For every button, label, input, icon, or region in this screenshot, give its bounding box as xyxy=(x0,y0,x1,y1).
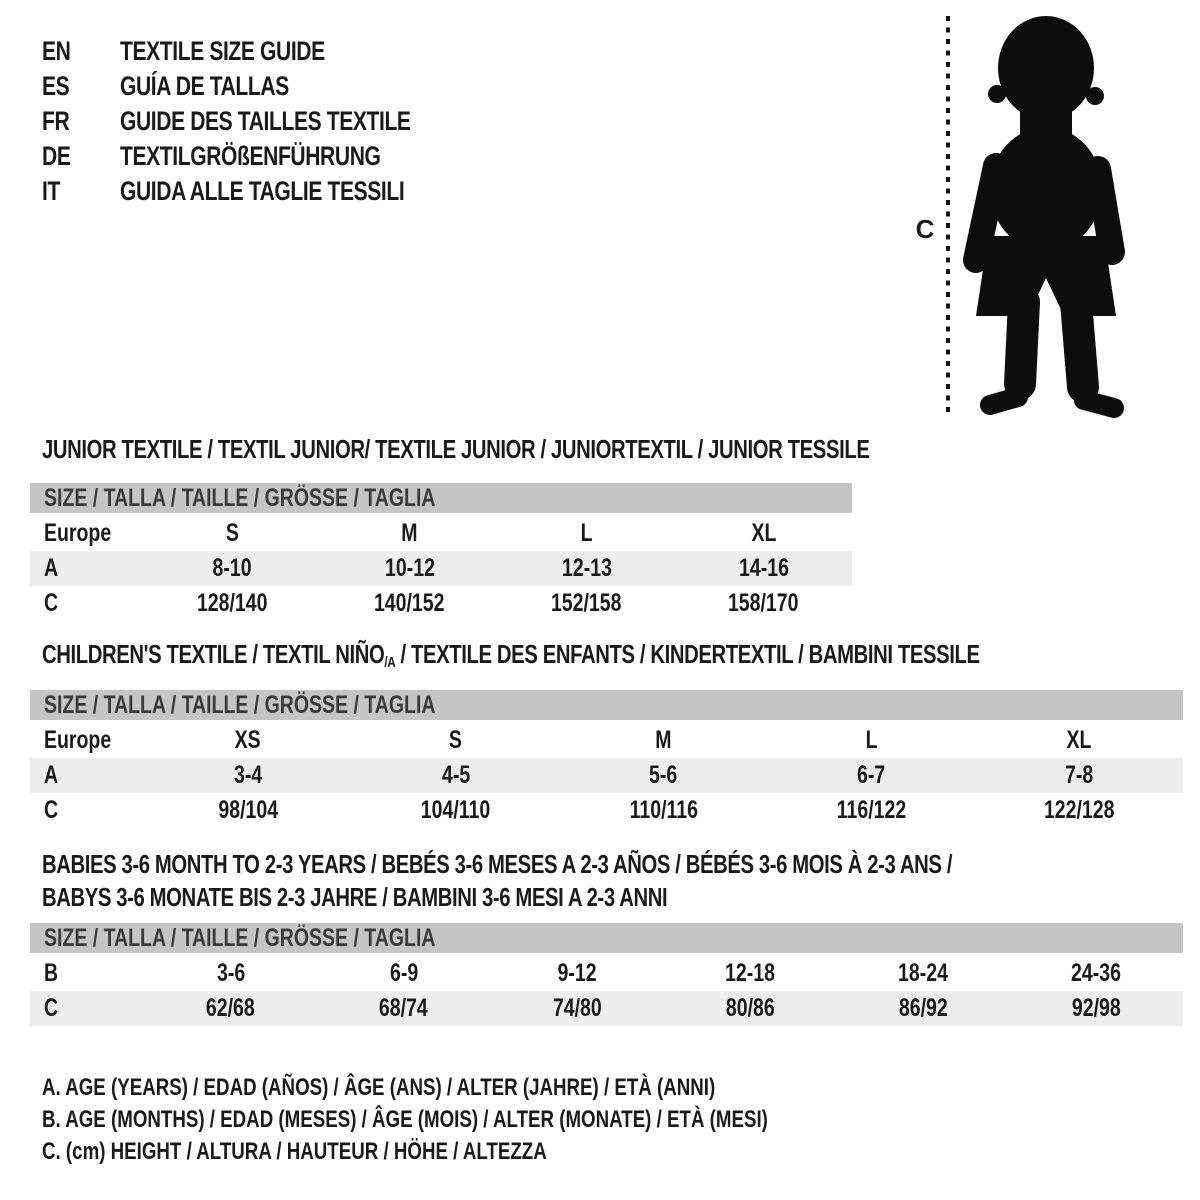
months-value: 24-36 xyxy=(1071,959,1122,987)
row-label: B xyxy=(44,959,59,987)
babies-section-title-line1: BABIES 3-6 MONTH TO 2-3 YEARS / BEBÉS 3-6 MESES A 2-3 AÑOS / BÉBÉS 3-6 MOIS À 2-3 ANS / xyxy=(42,849,953,879)
lang-code: DE xyxy=(42,141,71,171)
height-value: 62/68 xyxy=(206,994,255,1022)
lang-code: EN xyxy=(42,36,71,66)
guide-title-de: TEXTILGRÖßENFÜHRUNG xyxy=(120,141,381,171)
size-header-label: SIZE / TALLA / TAILLE / GRÖSSE / TAGLIA xyxy=(44,690,436,719)
table-row-europe xyxy=(30,723,1183,758)
lang-code: ES xyxy=(42,71,70,101)
age-value: 4-5 xyxy=(441,761,470,789)
size-value: S xyxy=(225,519,240,547)
size-value: L xyxy=(580,519,593,547)
lang-row-de xyxy=(42,139,493,174)
months-value: 18-24 xyxy=(898,959,949,987)
height-measure-dashed-line xyxy=(944,14,952,418)
children-size-table xyxy=(30,690,1183,828)
height-value: 74/80 xyxy=(552,994,602,1022)
size-value: XL xyxy=(751,519,776,547)
lang-row-en xyxy=(42,34,493,69)
table-row-europe xyxy=(30,516,852,551)
height-value: 128/140 xyxy=(197,589,268,617)
age-value: 10-12 xyxy=(384,554,435,582)
months-value: 6-9 xyxy=(389,959,418,987)
table-row-months xyxy=(30,956,1183,991)
lang-row-it xyxy=(42,174,493,209)
height-value: 152/158 xyxy=(551,589,622,617)
height-value: 122/128 xyxy=(1043,796,1115,824)
age-value: 5-6 xyxy=(649,761,678,789)
footnote-age-months: B. AGE (MONTHS) / EDAD (MESES) / ÂGE (MOIS) / ALTER (MONATE) / ETÀ (MESI) xyxy=(42,1106,768,1133)
table-row-height xyxy=(30,793,1183,828)
size-value: XL xyxy=(1066,726,1092,754)
size-value: XS xyxy=(234,726,261,754)
age-value: 3-4 xyxy=(233,761,262,789)
table-row-height xyxy=(30,586,852,621)
months-value: 12-18 xyxy=(725,959,776,987)
age-value: 6-7 xyxy=(857,761,886,789)
size-value: M xyxy=(401,519,418,547)
months-value: 9-12 xyxy=(557,959,597,987)
row-label: C xyxy=(44,589,59,617)
lang-code: IT xyxy=(42,176,60,206)
size-value: L xyxy=(865,726,878,754)
size-header-bar xyxy=(30,483,852,516)
height-value: 86/92 xyxy=(898,994,948,1022)
row-label: Europe xyxy=(44,519,112,547)
nino-a-subscript: /A xyxy=(384,654,396,671)
age-value: 7-8 xyxy=(1064,761,1094,789)
table-row-height xyxy=(30,991,1183,1026)
height-value: 110/116 xyxy=(629,796,698,824)
junior-section-title: JUNIOR TEXTILE / TEXTIL JUNIOR/ TEXTILE JUNIOR / JUNIORTEXTIL / JUNIOR TESSILE xyxy=(42,434,870,464)
age-value: 12-13 xyxy=(561,554,612,582)
guide-title-es: GUÍA DE TALLAS xyxy=(120,71,289,101)
table-row-age xyxy=(30,758,1183,793)
height-value: 98/104 xyxy=(218,796,278,824)
row-label: A xyxy=(44,554,59,582)
height-value: 158/170 xyxy=(728,589,799,617)
footnote-age-years: A. AGE (YEARS) / EDAD (AÑOS) / ÂGE (ANS) / ALTER (JAHRE) / ETÀ (ANNI) xyxy=(42,1074,716,1101)
babies-size-table xyxy=(30,923,1183,1026)
row-label: A xyxy=(44,761,59,789)
size-header-label: SIZE / TALLA / TAILLE / GRÖSSE / TAGLIA xyxy=(44,923,436,952)
size-header-bar xyxy=(30,923,1183,956)
lang-row-fr xyxy=(42,104,493,139)
footnote-height-cm: C. (cm) HEIGHT / ALTURA / HAUTEUR / HÖHE / ALTEZZA xyxy=(42,1138,547,1165)
lang-code: FR xyxy=(42,106,70,136)
children-section-title: CHILDREN'S TEXTILE / TEXTIL $NIÑO_{/A}$ / TEXTILE DES ENFANTS / KINDERTEXTIL / BAMBINI TESSILE xyxy=(42,639,980,671)
height-value: 116/122 xyxy=(836,796,906,824)
height-value: 92/98 xyxy=(1072,994,1121,1022)
height-value: 104/110 xyxy=(420,796,491,824)
height-value: 140/152 xyxy=(374,589,445,617)
size-value: M xyxy=(655,726,672,754)
age-value: 14-16 xyxy=(738,554,789,582)
height-measure-label: C xyxy=(915,214,935,244)
legend-footnotes xyxy=(42,1072,973,1168)
babies-section-title-line2: BABYS 3-6 MONATE BIS 2-3 JAHRE / BAMBINI 3-6 MESI A 2-3 ANNI xyxy=(42,882,668,912)
size-value: S xyxy=(449,726,463,754)
toddler-silhouette-icon xyxy=(962,14,1138,418)
row-label: Europe xyxy=(44,726,112,754)
language-title-list xyxy=(42,34,493,209)
age-value: 8-10 xyxy=(212,554,253,582)
guide-title-it: GUIDA ALLE TAGLIE TESSILI xyxy=(120,176,405,206)
lang-row-es xyxy=(42,69,493,104)
guide-title-fr: GUIDE DES TAILLES TEXTILE xyxy=(120,106,411,136)
guide-title-en: TEXTILE SIZE GUIDE xyxy=(120,36,325,66)
junior-size-table xyxy=(30,483,852,621)
size-header-bar xyxy=(30,690,1183,723)
row-label: C xyxy=(44,796,59,824)
table-row-age xyxy=(30,551,852,586)
height-value: 80/86 xyxy=(725,994,775,1022)
row-label: C xyxy=(44,994,59,1022)
height-value: 68/74 xyxy=(379,994,429,1022)
months-value: 3-6 xyxy=(216,959,245,987)
size-header-label: SIZE / TALLA / TAILLE / GRÖSSE / TAGLIA xyxy=(44,483,436,512)
